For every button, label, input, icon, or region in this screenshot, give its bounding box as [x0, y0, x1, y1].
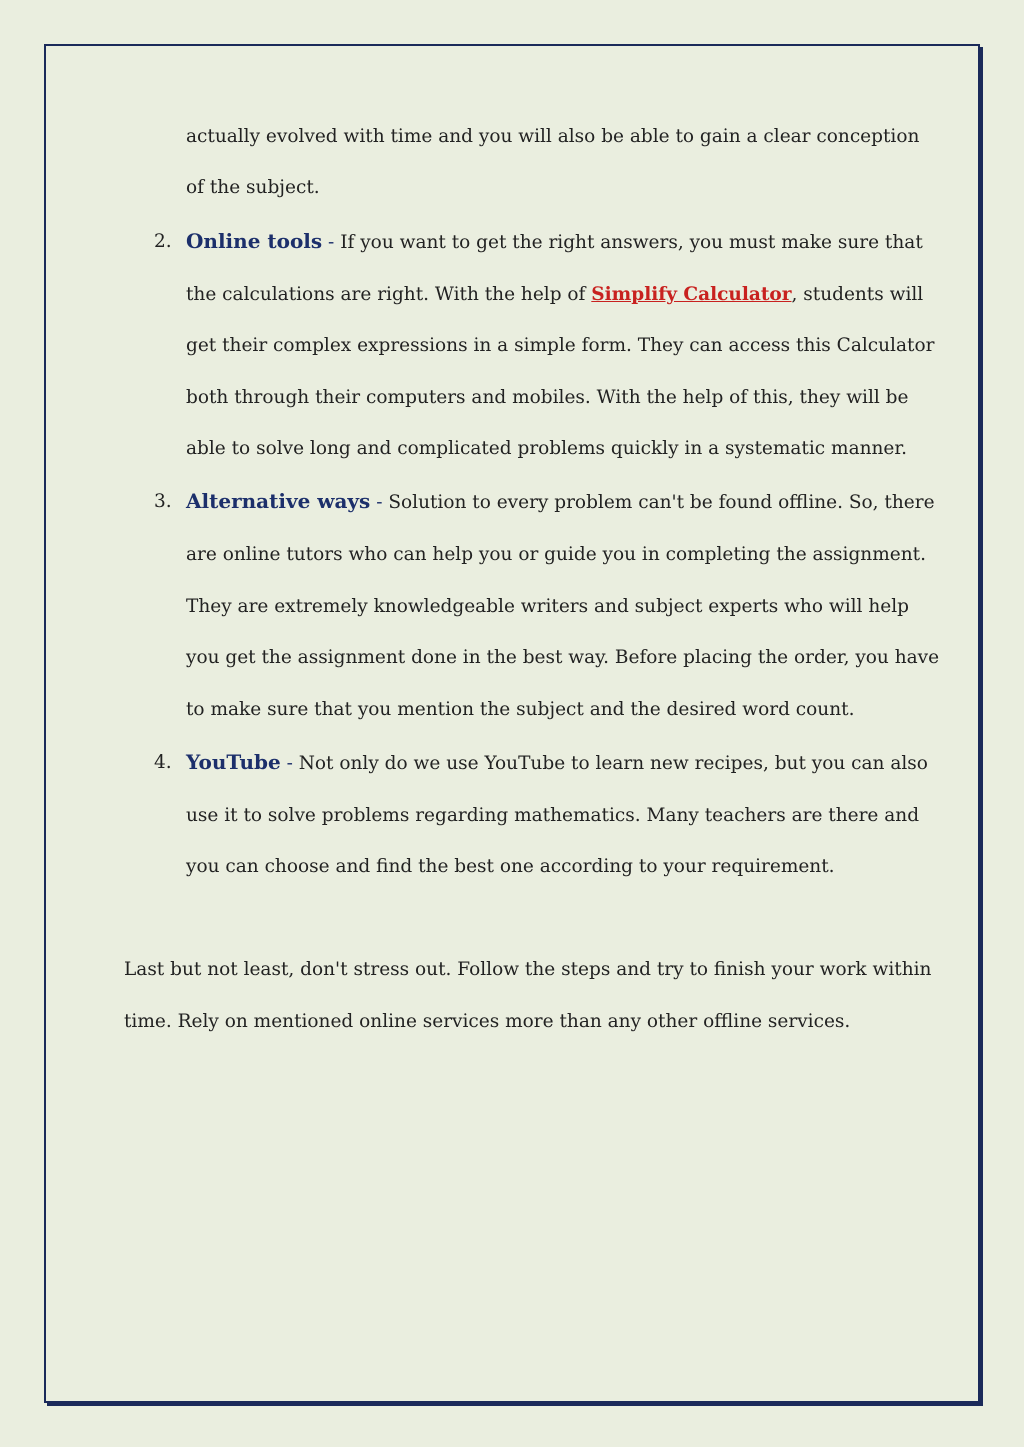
list-item-heading: Online tools: [186, 229, 323, 253]
intro-line: actually evolved with time and you will also be able to gain a clear conception: [186, 126, 920, 147]
list-item-number: 2.: [154, 231, 172, 252]
list-item-line: able to solve long and complicated problems quickly in a systematic manner.: [186, 438, 908, 459]
list-item-line: to make sure that you mention the subject and the desired word count.: [186, 699, 855, 720]
list-item-heading: Alternative ways: [186, 489, 371, 513]
list-item-line: [186, 284, 924, 305]
list-item-line: They are extremely knowledgeable writers and subject experts who will help: [186, 596, 909, 617]
list-item-line: you can choose and find the best one according to your requirement.: [186, 856, 835, 877]
list-item-line: you get the assignment done in the best way. Before placing the order, you have: [186, 647, 940, 668]
heading-separator: -: [370, 492, 389, 513]
list-item-text: the calculations are right. With the help of: [186, 284, 592, 305]
heading-separator: -: [322, 232, 341, 253]
list-item-text: , students will: [791, 284, 924, 305]
intro-line: of the subject.: [186, 177, 320, 198]
list-item-line: use it to solve problems regarding mathematics. Many teachers are there and: [186, 805, 920, 826]
list-item-text: If you want to get the right answers, you must make sure that: [340, 232, 923, 253]
closing-paragraph-line: Last but not least, don't stress out. Follow the steps and try to finish your work within: [124, 959, 932, 980]
list-item-line: are online tutors who can help you or guide you in completing the assignment.: [186, 544, 926, 565]
closing-paragraph-line: time. Rely on mentioned online services more than any other offline services.: [124, 1011, 851, 1032]
list-item-first-line: [186, 489, 935, 513]
list-item-number: 4.: [154, 752, 172, 773]
list-item-heading: YouTube: [186, 750, 281, 774]
list-item-first-line: [186, 229, 923, 253]
list-item-text: Solution to every problem can't be found offline. So, there: [388, 492, 935, 513]
list-item-text: Not only do we use YouTube to learn new recipes, but you can also: [298, 753, 928, 774]
list-item-number: 3.: [154, 491, 172, 512]
simplify-calculator-link[interactable]: Simplify Calculator: [591, 284, 792, 305]
heading-separator: -: [280, 753, 299, 774]
list-item-line: both through their computers and mobiles. With the help of this, they will be: [186, 387, 909, 408]
list-item-line: get their complex expressions in a simple form. They can access this Calculator: [186, 335, 935, 356]
list-item-first-line: [186, 750, 928, 774]
